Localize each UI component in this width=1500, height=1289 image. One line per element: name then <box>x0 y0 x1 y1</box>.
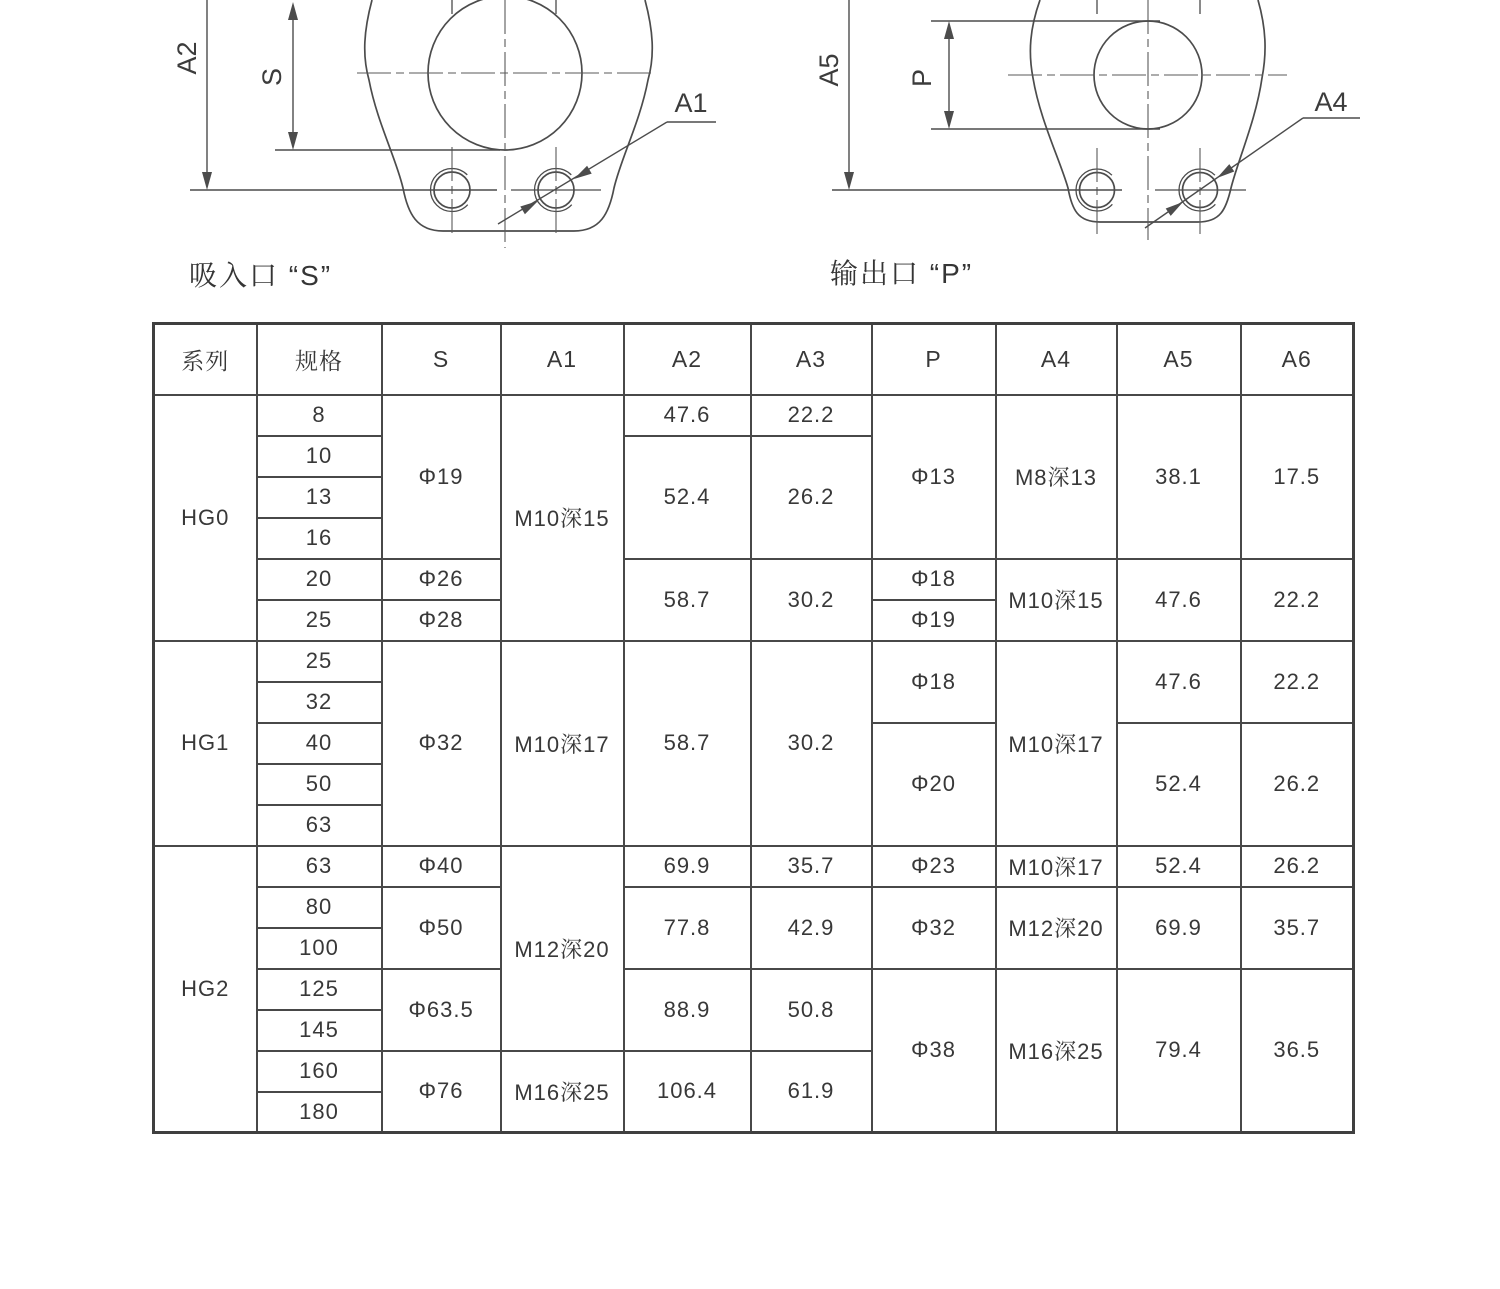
cell-a2: 106.4 <box>624 1051 751 1133</box>
cell-spec: 160 <box>257 1051 382 1092</box>
arrowhead <box>288 2 298 20</box>
cell-a2: 58.7 <box>624 641 751 846</box>
cell-a3: 26.2 <box>751 436 872 559</box>
cell-a5: 47.6 <box>1117 641 1241 723</box>
cell-a3: 50.8 <box>751 969 872 1051</box>
arrowhead <box>574 166 592 179</box>
table-row <box>154 846 1354 887</box>
cell-a2: 47.6 <box>624 395 751 436</box>
leader-label-a1: A1 <box>674 88 708 118</box>
suction-caption: 吸入口 “S” <box>189 260 333 291</box>
arrowhead <box>1166 202 1183 216</box>
arrowhead <box>520 201 538 214</box>
cell-s: Φ28 <box>382 600 501 641</box>
cell-a2: 69.9 <box>624 846 751 887</box>
cell-spec: 125 <box>257 969 382 1010</box>
arrowhead <box>288 132 298 150</box>
cell-p: Φ19 <box>872 600 996 641</box>
cell-s: Φ63.5 <box>382 969 501 1051</box>
cell-a1: M16深25 <box>501 1051 624 1133</box>
cell-a6: 22.2 <box>1241 641 1354 723</box>
arrowhead <box>944 21 954 39</box>
col-header-a6: A6 <box>1241 324 1354 395</box>
cell-s: Φ32 <box>382 641 501 846</box>
cell-s: Φ26 <box>382 559 501 600</box>
cell-a2: 77.8 <box>624 887 751 969</box>
arrowhead <box>844 172 854 190</box>
cell-a5: 52.4 <box>1117 723 1241 846</box>
dim-label-s: S <box>257 67 287 87</box>
cell-a5: 38.1 <box>1117 395 1241 559</box>
cell-spec: 100 <box>257 928 382 969</box>
col-header-a5: A5 <box>1117 324 1241 395</box>
dim-label-p: P <box>907 68 937 88</box>
cell-a5: 47.6 <box>1117 559 1241 641</box>
cell-a4: M10深17 <box>996 641 1117 846</box>
col-header-a1: A1 <box>501 324 624 395</box>
arrowhead <box>1217 164 1234 178</box>
cell-spec: 13 <box>257 477 382 518</box>
cell-a4: M12深20 <box>996 887 1117 969</box>
cell-a2: 52.4 <box>624 436 751 559</box>
suction-port-drawing <box>172 0 716 248</box>
cell-spec: 20 <box>257 559 382 600</box>
dim-label-a2: A2 <box>172 41 202 75</box>
col-header-a4: A4 <box>996 324 1117 395</box>
cell-a5: 69.9 <box>1117 887 1241 969</box>
cell-p: Φ23 <box>872 846 996 887</box>
dimensions-table <box>152 322 1355 1134</box>
arrowhead <box>202 172 212 190</box>
cell-a6: 22.2 <box>1241 559 1354 641</box>
cell-spec: 25 <box>257 600 382 641</box>
cell-s: Φ76 <box>382 1051 501 1133</box>
cell-spec: 25 <box>257 641 382 682</box>
cell-a3: 22.2 <box>751 395 872 436</box>
table-row <box>154 559 1354 600</box>
cell-p: Φ32 <box>872 887 996 969</box>
cell-a4: M10深15 <box>996 559 1117 641</box>
leader-label-a4: A4 <box>1314 87 1348 117</box>
cell-spec: 40 <box>257 723 382 764</box>
cell-spec: 16 <box>257 518 382 559</box>
cell-spec: 145 <box>257 1010 382 1051</box>
cell-spec: 80 <box>257 887 382 928</box>
cell-spec: 10 <box>257 436 382 477</box>
cell-a3: 35.7 <box>751 846 872 887</box>
cell-a3: 30.2 <box>751 559 872 641</box>
dim-label-a5: A5 <box>814 53 844 87</box>
output-port-drawing <box>814 0 1360 240</box>
table-row <box>154 887 1354 928</box>
col-header-a3: A3 <box>751 324 872 395</box>
header-row <box>154 324 1354 395</box>
cell-a6: 26.2 <box>1241 846 1354 887</box>
flange-outline <box>365 0 653 231</box>
cell-s: Φ40 <box>382 846 501 887</box>
cell-a4: M16深25 <box>996 969 1117 1133</box>
col-header-series: 系列 <box>154 324 257 395</box>
cell-a1: M10深15 <box>501 395 624 641</box>
cell-a4: M8深13 <box>996 395 1117 559</box>
cell-spec: 63 <box>257 805 382 846</box>
cell-a1: M10深17 <box>501 641 624 846</box>
cell-p: Φ18 <box>872 641 996 723</box>
cell-p: Φ38 <box>872 969 996 1133</box>
table-row <box>154 395 1354 436</box>
cell-a5: 52.4 <box>1117 846 1241 887</box>
col-header-spec: 规格 <box>257 324 382 395</box>
cell-a5: 79.4 <box>1117 969 1241 1133</box>
cell-a3: 61.9 <box>751 1051 872 1133</box>
cell-series: HG0 <box>154 395 257 641</box>
output-caption: 输出口 “P” <box>830 258 974 289</box>
cell-series: HG2 <box>154 846 257 1133</box>
cell-a2: 58.7 <box>624 559 751 641</box>
cell-a6: 36.5 <box>1241 969 1354 1133</box>
cell-spec: 63 <box>257 846 382 887</box>
cell-p: Φ13 <box>872 395 996 559</box>
cell-a2: 88.9 <box>624 969 751 1051</box>
cell-s: Φ19 <box>382 395 501 559</box>
table-row <box>154 969 1354 1010</box>
cell-a3: 42.9 <box>751 887 872 969</box>
col-header-a2: A2 <box>624 324 751 395</box>
cell-p: Φ18 <box>872 559 996 600</box>
cell-a6: 26.2 <box>1241 723 1354 846</box>
col-header-s: S <box>382 324 501 395</box>
cell-p: Φ20 <box>872 723 996 846</box>
cell-a6: 17.5 <box>1241 395 1354 559</box>
cell-a1: M12深20 <box>501 846 624 1051</box>
cell-spec: 8 <box>257 395 382 436</box>
col-header-p: P <box>872 324 996 395</box>
cell-spec: 32 <box>257 682 382 723</box>
cell-series: HG1 <box>154 641 257 846</box>
cell-s: Φ50 <box>382 887 501 969</box>
table-row <box>154 641 1354 682</box>
cell-a6: 35.7 <box>1241 887 1354 969</box>
cell-spec: 50 <box>257 764 382 805</box>
cell-a4: M10深17 <box>996 846 1117 887</box>
cell-a3: 30.2 <box>751 641 872 846</box>
cell-spec: 180 <box>257 1092 382 1133</box>
arrowhead <box>944 111 954 129</box>
